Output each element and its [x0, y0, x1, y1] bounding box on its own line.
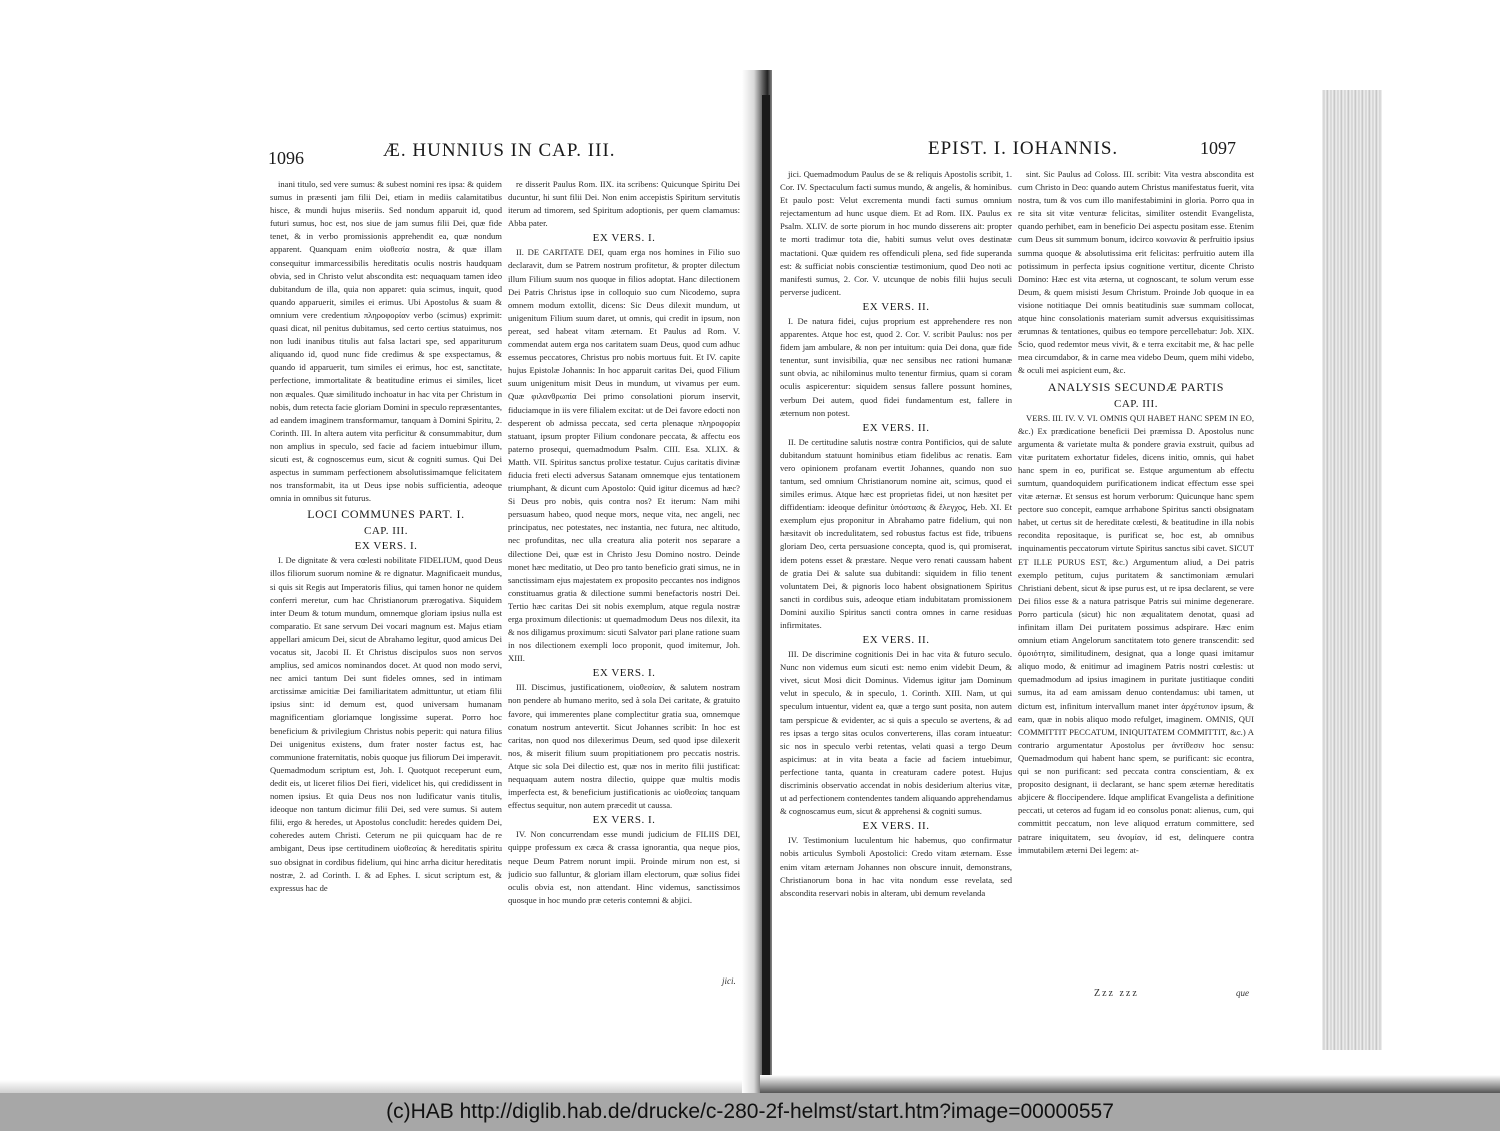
right-catchword: que — [1236, 988, 1249, 998]
right-page-column-2 — [1018, 168, 1254, 983]
paragraph: III. De discrimine cognitionis Dei in hac vita & futuro seculo. Nunc non videmus eum sicuti est: nemo enim videbit Deum, & vivet, sicut Mosi dicit Dominus. Videmus igitur jam Dominum velut in speculo, & in speculo, 1. Corinth. XIII. Nam, ut qui speculum intuentur, vident ea, quæ a tergo sunt posita, non autem tam perspicue & evidenter, ac si quis a speculo se avertens, & ad res ipsas a tergo sitas oculos converterens, illas coram intueatur: sic nos in speculo verbi retentas, velati quasi a tergo Deum aspicimus: at in vita beata a facie ad faciem intuebimur, perfectione tanta, quanta in creaturam cadere potest. Hujus discriminis observatio accendat in nobis desiderium alterius vitæ, ut ad perfectionem contendentes tandem aliquando apprehendamus & cognoscamus eum, sicut & apprehensi & cogniti sumus. — [780, 649, 1012, 817]
paragraph: re disserit Paulus Rom. IIX. ita scribens: Quicunque Spiritu Dei ducuntur, hi sunt filii Dei. Non enim accepistis Spiritum servitutis iterum ad timorem, sed Spiritum adoptionis, per quem clamamus: Abba pater. — [508, 179, 740, 229]
right-page-number: 1097 — [1200, 138, 1236, 158]
verse-heading: EX VERS. I. — [592, 814, 656, 827]
page-edge-stack — [1322, 90, 1382, 1050]
signature-mark: Zzz zzz — [1094, 988, 1139, 999]
right-page-column-1 — [780, 168, 1012, 988]
paragraph: I. De natura fidei, cujus proprium est apprehendere res non apparentes. Atque hoc est, quod 2. Cor. V. scribit Paulus: nos per fidem jam ambulare, & non per intuitum: quia Dei dona, quæ fide tenentur, sunt invisibilia, quæ nec sensibus nec rationi humanæ sunt obvia, ac nihilominus multo tenentur firmius, quam si coram oculis aspicerentur: siquidem sensus fallere possunt homines, verbum Dei autem, quod fidei fundamentum est, fallere in æternum non potest. — [780, 315, 1012, 418]
paragraph: sint. Sic Paulus ad Coloss. III. scribit: Vita vestra abscondita est cum Christo in Deo: quando autem Christus manifestatus fuerit, vita nostra, tum & vos cum illo manifestabimini in gloria. Porro qua in re sita sit vitæ venturæ felicitas, similiter ostendit Evangelista, quando perhibet, eam in beneficio Dei aspectu positam esse. Etenim cum Deus sit summum bonum, idcirco κοινωνία & perfruitio ipsius summa quoque & absolutissima erit felicitas: perfruitio autem illa potissimum in perfecta ipsius cognitione vertitur, dicente Christo Domino: Hæc est vita æterna, ut cognoscant, te solum verum esse Deum, & quem misisti Jesum Christum. Proinde Job quoque in ea visione notitiaque Dei omnis beatitudinis suæ summam collocat, atque hinc consolationis materiam sumit adversus exquisitissimas ærumnas & tentationes, quibus eo tempore percellebatur: Job. XIX. Scio, quod redemtor meus vivit, & e terra excitabit me, & hac pelle mea circumdabor, & in carne mea videbo Deum, quem mihi videbo, & oculi mei aspicient eum, &c. — [1018, 169, 1254, 376]
verse-heading: EX VERS. I. — [592, 667, 656, 680]
section-heading: LOCI COMMUNES PART. I. — [307, 507, 465, 522]
verse-heading: EX VERS. I. — [592, 232, 656, 245]
chapter-heading: CAP. III. — [1114, 397, 1158, 410]
copyright-footer — [0, 1093, 1500, 1131]
left-catchword: jici. — [722, 976, 736, 986]
verse-heading: EX VERS. II. — [862, 421, 930, 434]
page-bottom-edge — [760, 1075, 1500, 1093]
left-page-column-1 — [270, 178, 502, 978]
verse-heading: EX VERS. II. — [862, 634, 930, 647]
paragraph: I. De dignitate & vera cœlesti nobilitate FIDELIUM, quod Deus illos filiorum suorum nomine & re dignatur. Magnificaeit mundus, si quis sit Regis aut Imperatoris filius, qui tamen honor ne quidem conferri meretur, cum hac Christianorum prærogativa. Siquidem inter Deum & totum mundum, omnemque gloriam ipsius nulla est comparatio. Et sane servum Dei vocari magnum est. Majus etiam appellari amicum Dei, sicut de Abrahamo legitur, quod amicus Dei vocatus sit, Jacobi II. Et Christus discipulos suos non servos amplius, sed amicos nominandos docet. At quod non modo servi, nec amici tantum Dei sunt fideles omnes, sed in intimam arctissimæ amicitiæ Dei familiaritatem admittuntur, ut etiam filii ipsius sint: id demum est, quod universam humanam magnificentiam gloriamque longissime superat. Porro hoc beneficium & privilegium Christus nobis peperit: qui natura filius Dei unigenitus existens, dum frater noster factus est, hac communione fraternitatis, nobis quoque jus filiorum Dei imperavit. Quemadmodum scriptum est, Joh. I. Quotquot receperunt eum, dedit eis, ut liceret filios Dei fieri, videlicet his, qui credidissent in nomen ipsius. Et quia Deus nos non ludificatur vanis titulis, ideoque non tantum dicimur filii Dei, sed vere sumus. Si autem filii, ergo & heredes, ut Apostolus concludit: heredes quidem Dei, coheredes autem Christi. Ceterum ne pii quicquam hac de re ambigant, Deus ipse certitudinem υἱοθεσίας & hereditatis spiritu suo obsignat in cordibus fidelium, qui hinc arrha dicitur hereditatis nostræ, 2. ad Corinth. I. & ad Ephes. I. sicut scriptum est, & expressus hac de — [270, 555, 502, 893]
book-gutter — [762, 95, 770, 1085]
section-heading: ANALYSIS SECUNDÆ PARTIS — [1047, 379, 1225, 394]
paragraph: II. De certitudine salutis nostræ contra Pontificios, qui de salute dubitandum statuunt hominibus etiam fidelibus ac renatis. Eam vero opinionem profanam evertit Johannes, quando non suo tantum, sed omnium Christianorum nomine ait, scimus, quod ei similes erimus. Atque hæc est proprietas fidei, ut non hæsitet per diffidentiam: ideoque definitur ὑπόστασις & ἔλεγχος, Heb. XI. Et exemplum ejus proponitur in Abrahamo patre fidelium, qui non hæsitavit ob incredulitatem, sed robustus factus est fide, tribuens gloriam Deo, certa persuasione concepta, quod is, qui promiserat, idem potens esset & præstare. Neque vero renati caussam habent de gratia Dei & salute sua dubitandi: siquidem in filio tenent voluntatem Dei, & pignoris loco habent obsignationem Spiritus sancti in cordibus suis, adeoque etiam indubitatam promissionem Domini auxilio Spiritus sancti contra omnes in carne residuas infirmitates. — [780, 436, 1012, 630]
left-page-number: 1096 — [268, 148, 304, 168]
left-page-column-2 — [508, 178, 740, 968]
paragraph: IV. Non concurrendam esse mundi judicium de FILIIS DEI, quippe professum ex cæca & crassa ignorantia, qua neque pios, neque Deum Patrem norunt impii. Proinde mirum non est, si judicio suo falluntur, & gloriam illam electorum, quæ solius fidei oculis obvia est, non attendant. Hinc videmus, sanctissimos quosque in hoc mundo præ ceteris contemni & abjici. — [508, 829, 740, 905]
chapter-heading: CAP. III. — [364, 525, 408, 538]
right-running-head: EPIST. I. IOHANNIS. — [928, 138, 1119, 159]
paragraph: IV. Testimonium luculentum hic habemus, quo confirmatur nobis articulus Symboli Apostolici: Credo vitam æternam. Esse enim vitam æternam Johannes non obscure innuit, demonstrans, Christianorum bona in hac vita nondum esse revelata, sed abscondita reservari nobis in alteram, ubi demum revelanda — [780, 835, 1012, 898]
paragraph: jici. Quemadmodum Paulus de se & reliquis Apostolis scribit, 1. Cor. IV. Spectaculum facti sumus mundo, & angelis, & hominibus. Et paulo post: Velut excrementa mundi facti sumus omnium rejectamentum ad hunc usque diem. Et ad Rom. IIX. Paulus ex Psalm. XLIV. de sorte piorum in hoc mundo disserens ait: propter te morti tradimur tota die, habiti sumus velut oves destinatæ mactationi. Quæ quidem res offendiculi plena, sed fide superanda est: & sufficiat nobis conscientiæ testimonium, quod Deo noti ac manifesti sumus, 2. Cor. V. utcunque de nobis filii hujus seculi perverse judicent. — [780, 169, 1012, 297]
verse-heading: EX VERS. II. — [862, 300, 930, 313]
paragraph: VERS. III. IV. V. VI. OMNIS QUI HABET HANC SPEM IN EO, &c.) Ex prædicatione beneficii Dei præmissa D. Apostolus nunc argumenta & varietate multa & pondere gravia exstruit, quibus ad vitæ puritatem exhortatur fideles, dicens initio, omnis, qui habet hanc spem in eo, purificat se. Estque argumentum ab effectu sumtum, quandoquidem purificationem indicat effectum esse spei vitæ æternæ. Et sensus est horum verborum: Quicunque hanc spem pectore suo concepit, eamque arrhabone Spiritus sancti obsignatam habet, ut certus sit de hereditate cœlesti, & beatitudine in illa nobis recondita repositaque, is purificat se, hoc est, ab omnibus inquinamentis peccatorum virtute Spiritus sanctus sibi cavet. SICUT ET ILLE PURUS EST, &c.) Argumentum aliud, a Dei patris exemplo petitum, cujus puritatem & sanctimoniam æmulari Christiani debent, sicut & ipse purus est, ut re ipsa declarent, se vere Dei filios esse & a natura patrisque Patris sui minime degenerare. Porro particula (sicut) hic non æqualitatem denotat, quasi ad infinitam illam Dei puritatem possimus adspirare. Hæc enim omnium etiam Angelorum sanctitatem toto genere transcendit: sed ὁμοιότητα, similitudinem, designat, qua a longe quasi imitamur aliquo modo, & enitimur ad imaginem Patris nostri cœlestis: ut quemadmodum ad ipsius imaginem in puritate justitiaque conditi sumus, ita ad eam amissam denuo contendamus: ubi tamen, ut dictum est, infinitum intervallum manet inter ἀρχέτυπον ipsum, & eam, quæ in nobis aliquo modo refulget, imaginem. OMNIS, QUI COMMITTIT PECCATUM, INIQUITATEM COMMITTIT, &c.) A contrario argumentatur Apostolus per ἀντίθεσιν hoc sensu: Quemadmodum qui habent hanc spem, se purificant: sic econtra, qui se non purificant: sed peccata contra conscientiam, & ex proposito designant, ii declarant, se hanc spem æternæ hereditatis abjicere & floccipendere. Idque amplificat Evangelista a definitione peccati, ut ceteros ad fugam id eo consolus ponat: alienus, cum, qui committit peccatum, non leve aliquod erratum committere, sed patrare iniquitatem, seu ἀνομίαν, id est, delinquere contra immutabilem æterni Dei legem: at- — [1018, 412, 1254, 855]
verse-heading: EX VERS. I. — [354, 540, 418, 553]
footer-url-text: (c)HAB http://diglib.hab.de/drucke/c-280-2f-helmst/start.htm?image=00000557 — [386, 1100, 1114, 1123]
paragraph: III. Discimus, justificationem, υἱοθεσίαν, & salutem nostram non pendere ab humano merito, sed à sola Dei caritate, & gratuito favore, qui immerentes plane complectitur gratia sua, omnemque conatum nostrum antevertit. Sicut Johannes scribit: In hoc est caritas, non quod nos dilexerimus Deum, sed quod ipse dilexerit nos, & miserit filium suum propitiationem pro peccatis nostris. Atque sic sola Dei dilectio est, quæ nos in merito filii justificat: nequaquam autem nostra dilectio, quippe quæ multis modis imperfecta est, & beneficium justificationis ac υἱοθεσίας tanquam effectus sequitur, non autem præcedit ut caussa. — [508, 682, 740, 811]
paragraph: II. DE CARITATE DEI, quam erga nos homines in Filio suo declaravit, dum se Patrem nostrum profitetur, & propter dilectum illum Filium suum nos quoque in filios adoptat. Hanc dilectionem Dei Patris Christus ipse in colloquio suo cum Nicodemo, supra omnem modum extollit, dicens: Sic Deus dilexit mundum, ut unigenitum Filium suum daret, ut omnis, qui credit in ipsum, non pereat, sed habeat vitam æternam. Et Paulus ad Rom. V. commendat autem erga nos caritatem suam Deus, quod cum adhuc essemus peccatores, Christus pro nobis mortuus fuit. Et IV. capite hujus Epistolæ Johannis: In hoc apparuit caritas Dei, quod Filium suum unigenitum misit Deus in mundum, ut vivamus per eum. Quæ φιλανθρωπία Dei primo consolationi piorum inservit, fiduciamque in iis vere filialem excitat: ut de Dei favore edocti non desperent ob admissa peccata, sed certa plenaque πληροφορία statuant, ipsum propter Filium condonare peccata, & affectu eos paterno prosequi, quemadmodum Psalm. CIII. Esa. XLIX. & Matth. VII. Spiritus sanctus prolixe testatur. Cujus caritatis divinæ fiducia freti electi adversus Satanam omnemque ejus tentationem triumphant, & dicunt cum Apostolo: Quid igitur dicemus ad hæc? Si Deus pro nobis, quis contra nos? Et iterum: Nam mihi persuasum habeo, quod neque mors, neque vita, nec angeli, nec principatus, nec potestates, nec instantia, nec futura, nec altitudo, nec profunditas, nec ulla creatura alia poterit nos separare a dilectione Dei, quæ est in Christo Jesu Domino nostro. Deinde monet hæc meditatio, ut Deo pro tanto beneficio grati simus, ne in sanctissimam ejus majestatem ex proposito peccantes nos indignos constituamus gratia & dilectione summi benefactoris nostri Dei. Tertio hæc caritas Dei sit nobis exemplum, atque regula nostræ erga proximum dilectionis: ut quemadmodum Deus nos dilexit, ita & nos diligamus proximum: sicuti Salvator pari plane ratione suam in nos dilectionem exempli loco proponit, quod imitemur, Joh. XIII. — [508, 247, 740, 664]
paragraph: inani titulo, sed vere sumus: & subest nomini res ipsa: & quidem sumus in præsenti jam filii Dei, etiam in mediis calamitatibus hisce, & mundi hujus miseriis. Sed nondum apparuit id, quod futuri sumus, hoc est, nos siue de jam sumus filii Dei, quæ fide tenet, & in verbo promissionis apprehendit ea, quæ nondum apparent. Quanquam enim υἱοθεσία nostra, & quæ illam consequitur immarcessibilis hereditatis oculis nostris haudquam obvia, sed in Christo velut abscondita est: nequaquam tamen ideo dubitandum de illa, quia non apparet: quia scimus, inquit, quod quando apparuerit, similes ei erimus. Ubi Apostolus & suam & omnium vere credentium πληροφορίαν verbo (scimus) exprimit: quasi dicat, nil penitus dubitamus, sed certo certius statuimus, nos non ludi inanibus titulis aut falsa lactari spe, sed appariturum aliquando id, quod nunc fide credimus & spe exspectamus, & quando id apparuerit, tum similes ei erimus, hoc est, sanctitate, perfectione, immortalitate & beatitudine erimus ei similes, licet non æquales. Quæ similitudo inchoatur in hac vita per Christum in nobis, dum retecta facie gloriam Domini in speculo repræsentantes, ad eandem imaginem transformamur, tanquam à Domini Spiritu, 2. Corinth. III. In altera autem vita perficitur & consummabitur, dum non amplius in speculo, sed facie ad faciem intuebimur illum, sicuti est, & cognoscemus eum, sicut & cogniti sumus. Qui Dei aspectus in summam perfectionem absolutissimamque felicitatem nos transformabit, ita ut Deus ipse nobis sufficientia, adeoque omnia in omnibus sit futurus. — [270, 179, 502, 504]
verse-heading: EX VERS. II. — [862, 820, 930, 833]
left-running-head: Æ. HUNNIUS IN CAP. III. — [383, 140, 616, 161]
page-bottom-edge-left — [0, 1080, 760, 1093]
